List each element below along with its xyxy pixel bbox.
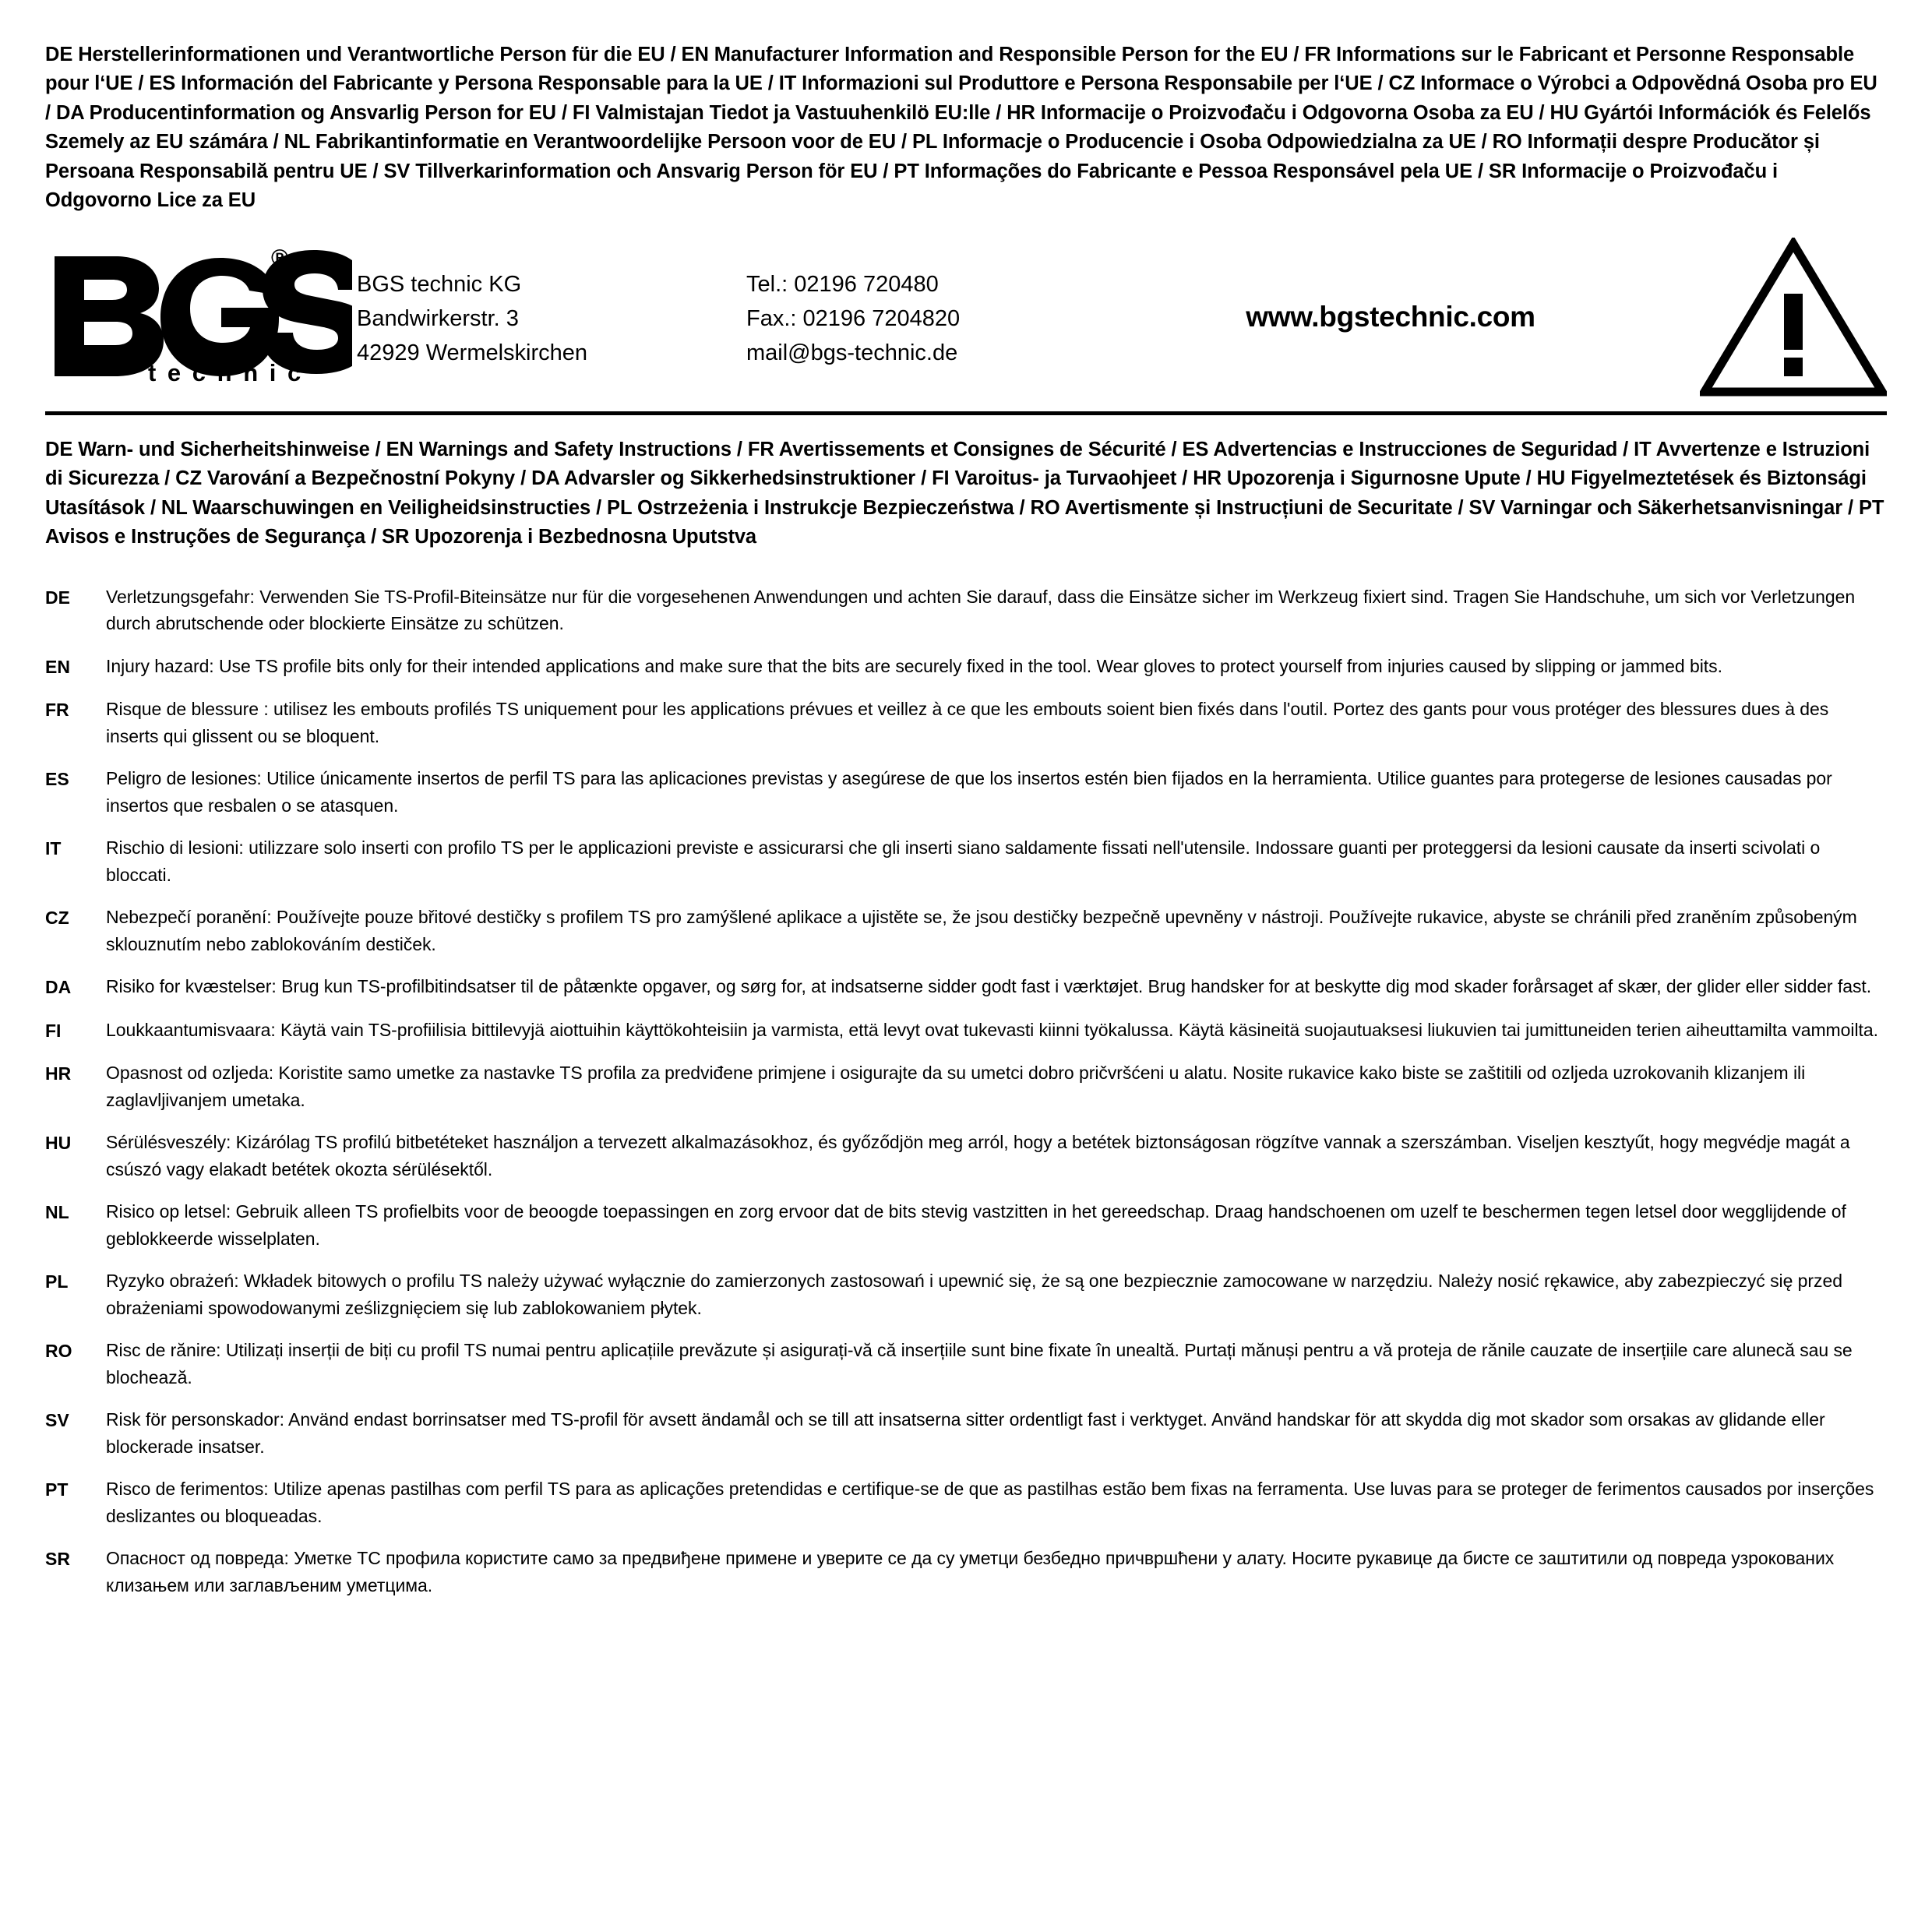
language-text: Risiko for kvæstelser: Brug kun TS-profilbitindsatser til de påtænkte opgaver, og sørg for, at indsatserne sidder godt fast i værktøjet. Brug handsker for at beskytte dig mod skader forårsaget af skær, der glider eller sidder fast. (106, 976, 1872, 997)
list-item (45, 1267, 1887, 1321)
language-text: Risco de ferimentos: Utilize apenas pastilhas com perfil TS para as aplicações pretendidas e certifique-se de que as pastilhas estão bem fixas na ferramenta. Use luvas para se proteger de ferimentos causados por inserções deslizantes ou bloqueadas. (106, 1479, 1874, 1526)
list-item (45, 1406, 1887, 1460)
language-text: Опасност од повреда: Уметке ТС профила користите само за предвиђене примене и уверите се да су уметци безбедно причвршћени у алату. Носите рукавице да бисте се заштитили од повреда узрокованих клизањем или заглављеним уметцима. (106, 1548, 1835, 1595)
list-item (45, 696, 1887, 749)
language-text: Peligro de lesiones: Utilice únicamente insertos de perfil TS para las aplicaciones previstas y asegúrese de que los insertos estén bien fijados en la herramienta. Utilice guantes para protegerse de lesiones causadas por insertos que resbalen o se atasquen. (106, 768, 1832, 816)
language-text: Nebezpečí poranění: Používejte pouze břitové destičky s profilem TS pro zamýšlené aplikace a ujistěte se, že jsou destičky bezpečně upevněny v nástroji. Používejte rukavice, abyste se chránili před zraněním způsobeným sklouznutím nebo zablokováním destiček. (106, 907, 1857, 954)
list-item (45, 973, 1887, 1001)
list-item (45, 1545, 1887, 1599)
language-code: HR (45, 1063, 72, 1084)
language-code: EN (45, 656, 70, 677)
language-text: Risico op letsel: Gebruik alleen TS profielbits voor de beoogde toepassingen en zorg ervoor dat de bits stevig vastzitten in het gereedschap. Draag handschoenen om uzelf te beschermen tegen letsel door wegglijdende of geblokkeerde wisselplaten. (106, 1201, 1846, 1249)
language-code: DA (45, 977, 72, 998)
safety-paragraph-list (45, 583, 1887, 1599)
list-item (45, 653, 1887, 681)
safety-instructions-heading: DE Warn- und Sicherheitshinweise / EN Warnings and Safety Instructions / FR Avertissements et Consignes de Sécurité / ES Advertencias e Instrucciones de Seguridad / IT Avvertenze e Istruzioni di Sicurezza / CZ Varování a Bezpečnostní Pokyny / DA Advarsler og Sikkerhedsinstruktioner / FI Varoitus- ja Turvaohjeet / HR Upozorenja i Sigurnosne Upute / HU Figyelmeztetések és Biztonsági Utasítások / NL Waarschuwingen en Veiligheidsinstructies / PL Ostrzeżenia i Instrukcje Bezpieczeństwa / RO Avertismente și Instrucțiuni de Securitate / SV Varningar och Säkerhetsanvisningar / PT Avisos e Instruções de Segurança / SR Upozorenja i Bezbednosna Uputstva (45, 438, 1884, 548)
list-item (45, 834, 1887, 888)
company-contact (746, 264, 1112, 370)
language-code: SV (45, 1410, 69, 1431)
language-text: Verletzungsgefahr: Verwenden Sie TS-Profil-Biteinsätze nur für die vorgesehenen Anwendungen und achten Sie darauf, dass die Einsätze sicher im Werkzeug fixiert sind. Tragen Sie Handschuhe, um sich vor Verletzungen durch abrutschende oder blockierte Einsätze zu schützen. (106, 586, 1856, 634)
language-text: Opasnost od ozljeda: Koristite samo umetke za nastavke TS profila za predviđene primjene i osigurajte da su umetci dobro pričvršćeni u alatu. Nosite rukavice kako biste se zaštitili od ozljeda uzrokovanih klizanjem ili zaglavljivanjem umetaka. (106, 1063, 1806, 1110)
company-telephone: Tel.: 02196 720480 (746, 272, 939, 298)
warning-triangle-icon (1692, 238, 1887, 397)
list-item (45, 1337, 1887, 1391)
company-fax: Fax.: 02196 7204820 (746, 306, 961, 332)
language-text: Rischio di lesioni: utilizzare solo inserti con profilo TS per le applicazioni previste e assicurarsi che gli inserti siano saldamente fissati nell'utensile. Indossare guanti per proteggersi da lesioni causate da inserti scivolati o bloccati. (106, 837, 1821, 885)
language-code: HU (45, 1133, 72, 1154)
manufacturer-info-heading: DE Herstellerinformationen und Verantwortliche Person für die EU / EN Manufacturer Information and Responsible Person for the EU / FR Informations sur le Fabricant et Personne Responsable pour l‘UE / ES Información del Fabricante y Persona Responsable para la UE / IT Informazioni sul Produttore e Persona Responsabile per l‘UE / CZ Informace o Výrobci a Odpovědná Osoba pro EU / DA Producentinformation og Ansvarlig Person for EU / FI Valmistajan Tiedot ja Vastuuhenkilö EU:lle / HR Informacije o Proizvođaču i Odgovorna Osoba za EU / HU Gyártói Információk és Felelős Szemely az EU számára / NL Fabrikantinformatie en Verantwoordelijke Persoon voor de EU / PL Informacje o Producencie i Osoba Odpowiedzialna za UE / RO Informații despre Producător și Persoana Responsabilă pentru UE / SV Tillverkarinformation och Ansvarig Person för EU / PT Informações do Fabricante e Pessoa Responsável pela UE / SR Informacije o Proizvođaču i Odgovorno Lice za EU (45, 44, 1877, 212)
language-text: Loukkaantumisvaara: Käytä vain TS-profiilisia bittilevyjä aiottuihin käyttökohteisiin ja varmista, että levyt ovat tukevasti kiinni työkalussa. Käytä käsineitä suojautuaksesi liukuvien tai jumittuneiden terien aiheuttamilta vammoilta. (106, 1019, 1878, 1040)
language-text: Injury hazard: Use TS profile bits only for their intended applications and make sure that the bits are securely fixed in the tool. Wear gloves to protect yourself from injuries caused by slipping or jammed bits. (106, 655, 1722, 676)
language-code: SR (45, 1549, 70, 1570)
company-street: Bandwirkerstr. 3 (357, 306, 519, 332)
list-item (45, 1017, 1887, 1045)
language-code: RO (45, 1341, 72, 1362)
language-text: Risk för personskador: Använd endast borrinsatser med TS-profil för avsett ändamål och se till att insatserna sitter ordentligt fast i verktyget. Använd handskar för att skydda dig mot skador som orsakas av glidande eller blockerade insatser. (106, 1409, 1825, 1457)
svg-text:®: ® (271, 247, 289, 272)
language-text: Risque de blessure : utilisez les embouts profilés TS uniquement pour les applications prévues et veillez à ce que les embouts soient bien fixés dans l'outil. Portez des gants pour vous protéger des blessures dues à des inserts qui glissent ou se bloquent. (106, 699, 1829, 746)
list-item (45, 765, 1887, 819)
svg-text:t e c h n i c: t e c h n i c (148, 359, 304, 387)
company-website: www.bgstechnic.com (1246, 301, 1535, 333)
language-text: Sérülésveszély: Kizárólag TS profilú bitbetéteket használjon a tervezett alkalmazásokhoz, és győződjön meg arról, hogy a betétek biztonságosan rögzítve vannak a szerszámban. Viseljen kesztyűt, hogy megvédje magát a csúszó vagy elakadt betétek okozta sérülésektől. (106, 1132, 1850, 1179)
list-item (45, 1198, 1887, 1252)
language-code: FR (45, 700, 69, 721)
company-name: BGS technic KG (357, 272, 522, 298)
language-code: ES (45, 769, 69, 790)
language-code: PL (45, 1271, 69, 1292)
language-text: Risc de rănire: Utilizați inserții de biți cu profil TS numai pentru aplicațiile prevăzute și asigurați-vă că inserțiile sunt bine fixate în unealtă. Purtați mănuși pentru a vă proteja de rănile cauzate de inserțiile care alunecă sau se blochează. (106, 1340, 1853, 1387)
language-code: DE (45, 587, 70, 608)
list-item (45, 1059, 1887, 1113)
language-code: FI (45, 1020, 62, 1041)
language-code: PT (45, 1479, 69, 1500)
company-email: mail@bgs-technic.de (746, 340, 958, 366)
language-code: IT (45, 838, 62, 859)
bgs-logo (45, 247, 357, 387)
list-item (45, 1475, 1887, 1529)
list-item (45, 1129, 1887, 1183)
list-item (45, 583, 1887, 637)
language-code: NL (45, 1202, 69, 1223)
language-text: Ryzyko obrażeń: Wkładek bitowych o profilu TS należy używać wyłącznie do zamierzonych zastosowań i upewnić się, że są one bezpiecznie zamocowane w narzędziu. Należy nosić rękawice, aby zabezpieczyć się przed obrażeniami spowodowanymi ześlizgnięciem się lub zablokowaniem płytek. (106, 1271, 1842, 1318)
company-address (357, 264, 746, 370)
company-contact-block (45, 233, 1887, 411)
list-item (45, 904, 1887, 957)
language-code: CZ (45, 908, 69, 929)
header-divider (45, 411, 1887, 415)
company-city: 42929 Wermelskirchen (357, 340, 588, 366)
